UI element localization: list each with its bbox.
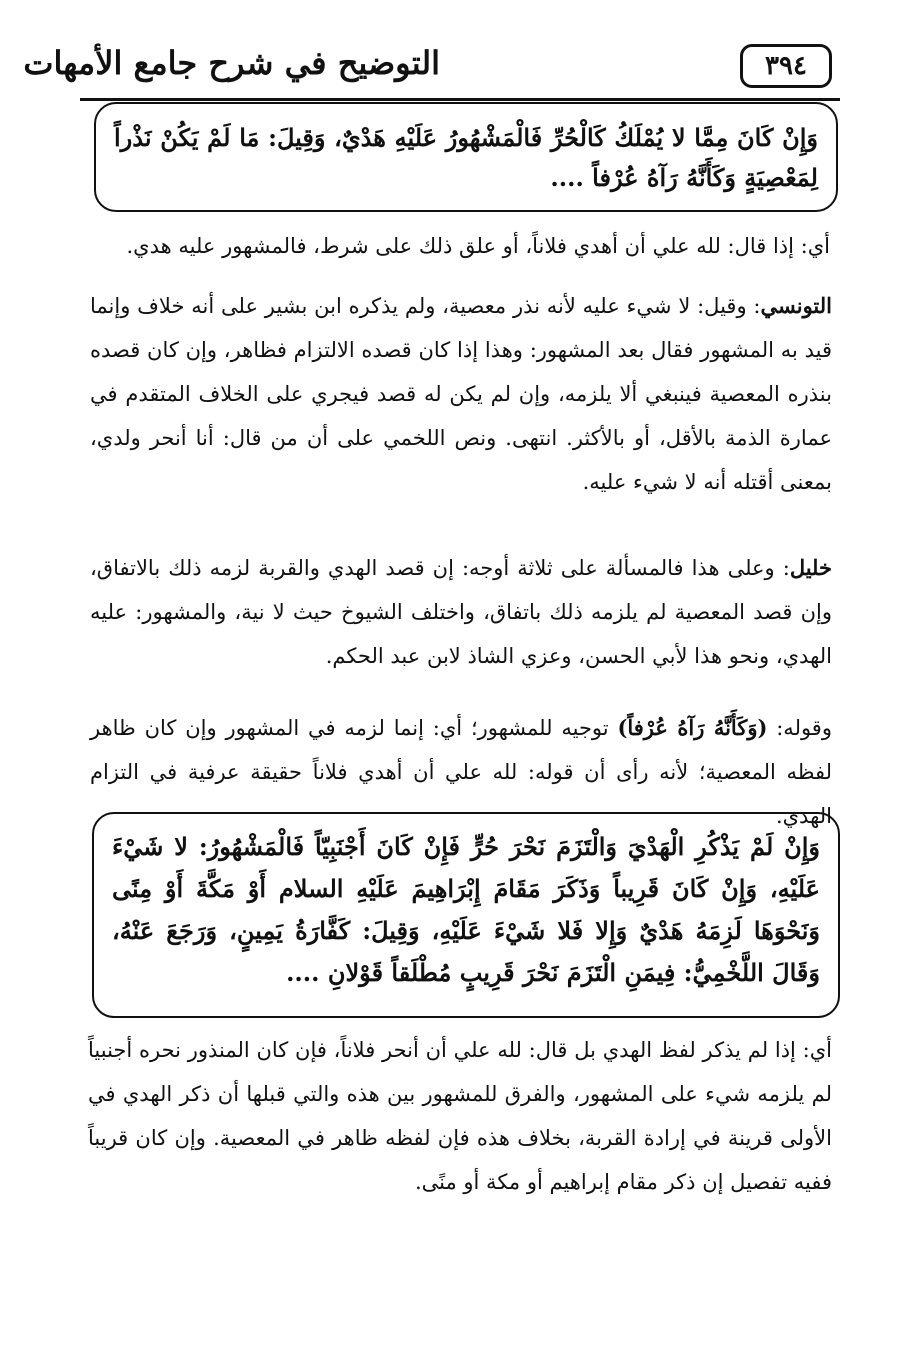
scholar-name-khalil: خليل bbox=[789, 555, 832, 580]
page-number-badge: ٣٩٤ bbox=[740, 44, 832, 88]
running-title: التوضيح في شرح جامع الأمهات bbox=[23, 44, 440, 82]
commentary-paragraph-2 bbox=[90, 284, 832, 504]
quoted-phrase: (وَكَأَنَّهُ رَآهُ عُرْفاً) bbox=[617, 715, 768, 740]
commentary-paragraph-1: أي: إذا قال: لله علي أن أهدي فلاناً، أو علق ذلك على شرط، فالمشهور عليه هدي. bbox=[126, 234, 830, 258]
commentary-paragraph-5: أي: إذا لم يذكر لفظ الهدي بل قال: لله علي أن أنحر فلاناً، فإن كان المنذور نحره أجنبياً لم يلزمه شيء على المشهور، والفرق للمشهور بين هذه والتي قبلها أن ذكر الهدي في الأولى قرينة في إرادة القربة، بخلاف هذه فإن لفظه ظاهر في المعصية. وإن كان قريباً ففيه تفصيل إن ذكر مقام إبراهيم أو مكة أو منًى. bbox=[88, 1038, 832, 1194]
matn-box-2: وَإِنْ لَمْ يَذْكُرِ الْهَدْيَ وَالْتَزَمَ نَحْرَ حُرٍّ فَإِنْ كَانَ أَجْنَبِيّاً فَالْمَشْهُورُ: لا شَيْءَ عَلَيْهِ، وَإِنْ كَانَ قَرِيباً وَذَكَرَ مَقَامَ إِبْرَاهِيمَ عَلَيْهِ السلام أَوْ مَكَّةَ أَوْ مِنًى وَنَحْوَهَا لَزِمَهُ هَدْيٌ وَإِلا فَلا شَيْءَ عَلَيْهِ، وَقِيلَ: كَفَّارَةُ يَمِينٍ، وَرَجَعَ عَنْهُ، وَقَالَ اللَّخْمِيُّ: فِيمَنِ الْتَزَمَ نَحْرَ قَرِيبٍ مُطْلَقاً قَوْلانِ .... bbox=[92, 812, 840, 1018]
page-header bbox=[23, 38, 840, 101]
matn-box-1: وَإِنْ كَانَ مِمَّا لا يُمْلَكُ كَالْحُرِّ فَالْمَشْهُورُ عَلَيْهِ هَدْيٌ، وَقِيلَ: مَا لَمْ يَكُنْ نَذْراً لِمَعْصِيَةٍ وَكَأَنَّهُ رَآهُ عُرْفاً .... bbox=[94, 102, 838, 212]
paragraph-3-body: : وعلى هذا فالمسألة على ثلاثة أوجه: إن قصد الهدي والقربة لزمه ذلك بالاتفاق، وإن قصد المعصية لم يلزمه ذلك باتفاق، واختلف الشيوخ حيث لا نية، والمشهور: عليه الهدي، ونحو هذا لأبي الحسن، وعزي الشاذ لابن عبد الحكم. bbox=[90, 556, 832, 668]
scholar-name-tunisi: التونسي bbox=[760, 293, 832, 318]
paragraph-4-body: توجيه للمشهور؛ أي: إنما لزمه في المشهور وإن كان ظاهر لفظه المعصية؛ لأنه رأى أن قوله: لله علي أن أهدي فلاناً حقيقة عرفية في التزام الهدي. bbox=[90, 716, 832, 828]
commentary-paragraph-3 bbox=[90, 546, 832, 678]
paragraph-4-intro: وقوله: bbox=[767, 716, 832, 740]
paragraph-2-body: : وقيل: لا شيء عليه لأنه نذر معصية، ولم يذكره ابن بشير على أنه خلاف وإنما قيد به المشهور فقال بعد المشهور: وهذا إذا كان قصده الالتزام فظاهر، وإن كان قصده بنذره المعصية فينبغي ألا يلزمه، وإن لم يكن له قصد فيجري على الخلاف المتقدم في عمارة الذمة بالأقل، أو بالأكثر. انتهى. ونص اللخمي على أن من قال: أنا أنحر ولدي، بمعنى أقتله أنه لا شيء عليه. bbox=[90, 294, 832, 494]
